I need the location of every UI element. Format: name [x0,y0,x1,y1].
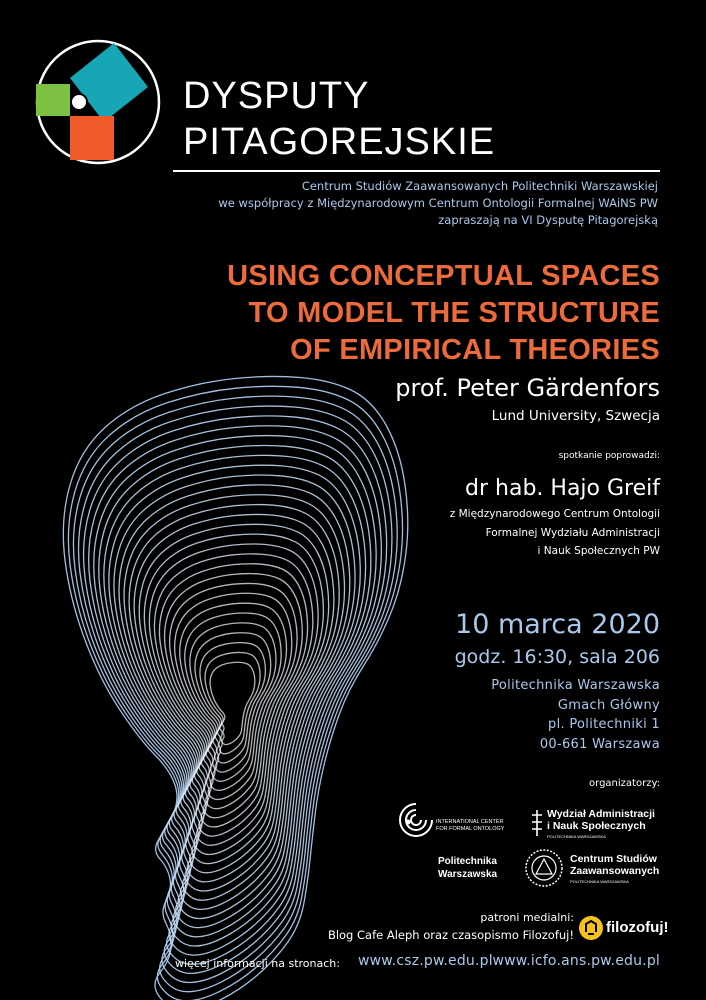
wains-emblem-icon [530,810,544,836]
media-patrons-label: patroni medialni: [480,911,574,924]
icfo-website-link[interactable]: www.icfo.ans.pw.edu.pl [492,953,660,969]
icfo-spiral-icon [398,800,434,840]
csz-subtitle: POLITECHNIKA WARSZAWSKA [570,879,629,884]
moderator-affiliation-line: Formalnej Wydziału Administracji [485,526,660,539]
csz-name-line2: Zaawansowanych [570,865,660,877]
pw-name-line1: Politechnika [438,856,497,867]
intro-line: zapraszają na VI Dysputę Pitagorejską [438,213,658,227]
icfo-logo [398,800,518,840]
csz-logo [524,848,664,890]
wains-name-line2: i Nauk Społecznych [547,820,646,832]
series-title-line1: DYSPUTY [183,75,370,117]
pythagoras-logo [34,38,162,166]
head-contour-line [68,386,402,1000]
moderator-affiliation-line: i Nauk Społecznych PW [537,545,660,557]
icfo-name-line2: FOR FORMAL ONTOLOGY [436,826,505,832]
filozofuj-wordmark: filozofuj! [606,919,669,936]
more-info-label: więcej informacji na stronach: [175,957,340,970]
venue-line: pl. Politechniki 1 [548,717,660,732]
csz-name-line1: Centrum Studiów [570,853,657,865]
moderator-affiliation-line: z Międzynarodowego Centrum Ontologii [449,508,660,520]
moderator-label: spotkanie poprowadzi: [558,451,660,461]
talk-title-line: OF EMPIRICAL THEORIES [290,334,660,366]
intro-line: we współpracy z Międzynarodowym Centrum Ontologii Formalnej WAiNS PW [218,196,658,210]
wains-subtitle: POLITECHNIKA WARSZAWSKA [547,834,606,839]
speaker-name: prof. Peter Gärdenfors [395,374,660,402]
filozofuj-badge-icon [578,915,604,941]
venue-line: Politechnika Warszawska [491,678,660,693]
talk-title-line: TO MODEL THE STRUCTURE [248,297,660,329]
venue-line: 00-661 Warszawa [539,736,660,752]
intro-line: Centrum Studiów Zaawansowanych Politechniki Warszawskiej [301,179,658,193]
wains-name-line1: Wydział Administracji [547,808,655,820]
speaker-affiliation: Lund University, Szwecja [491,408,660,424]
head-contour-line [63,376,407,1000]
icfo-name-line1: INTERNATIONAL CENTER [436,819,504,825]
pw-name-line2: Warszawska [438,869,498,880]
series-title-line2: PITAGOREJSKIE [183,121,496,163]
media-patrons-text: Blog Cafe Aleph oraz czasopismo Filozofuj! [327,928,574,942]
moderator-affiliation [450,505,660,561]
event-time: godz. 16:30, sala 206 [454,646,660,668]
event-date: 10 marca 2020 [455,609,660,640]
venue-line: Gmach Główny [557,697,660,713]
intro-text [218,178,658,229]
pw-logo [430,856,510,886]
moderator-name: dr hab. Hajo Greif [465,476,660,501]
wains-logo [530,808,660,844]
organizers-label: organizatorzy: [589,778,660,789]
csz-seal-icon [524,848,564,888]
title-divider [173,170,660,172]
talk-title-line: USING CONCEPTUAL SPACES [227,260,660,292]
filozofuj-logo [578,914,668,944]
event-venue [491,676,660,754]
csz-website-link[interactable]: www.csz.pw.edu.pl [358,953,493,969]
talk-title [227,258,660,369]
